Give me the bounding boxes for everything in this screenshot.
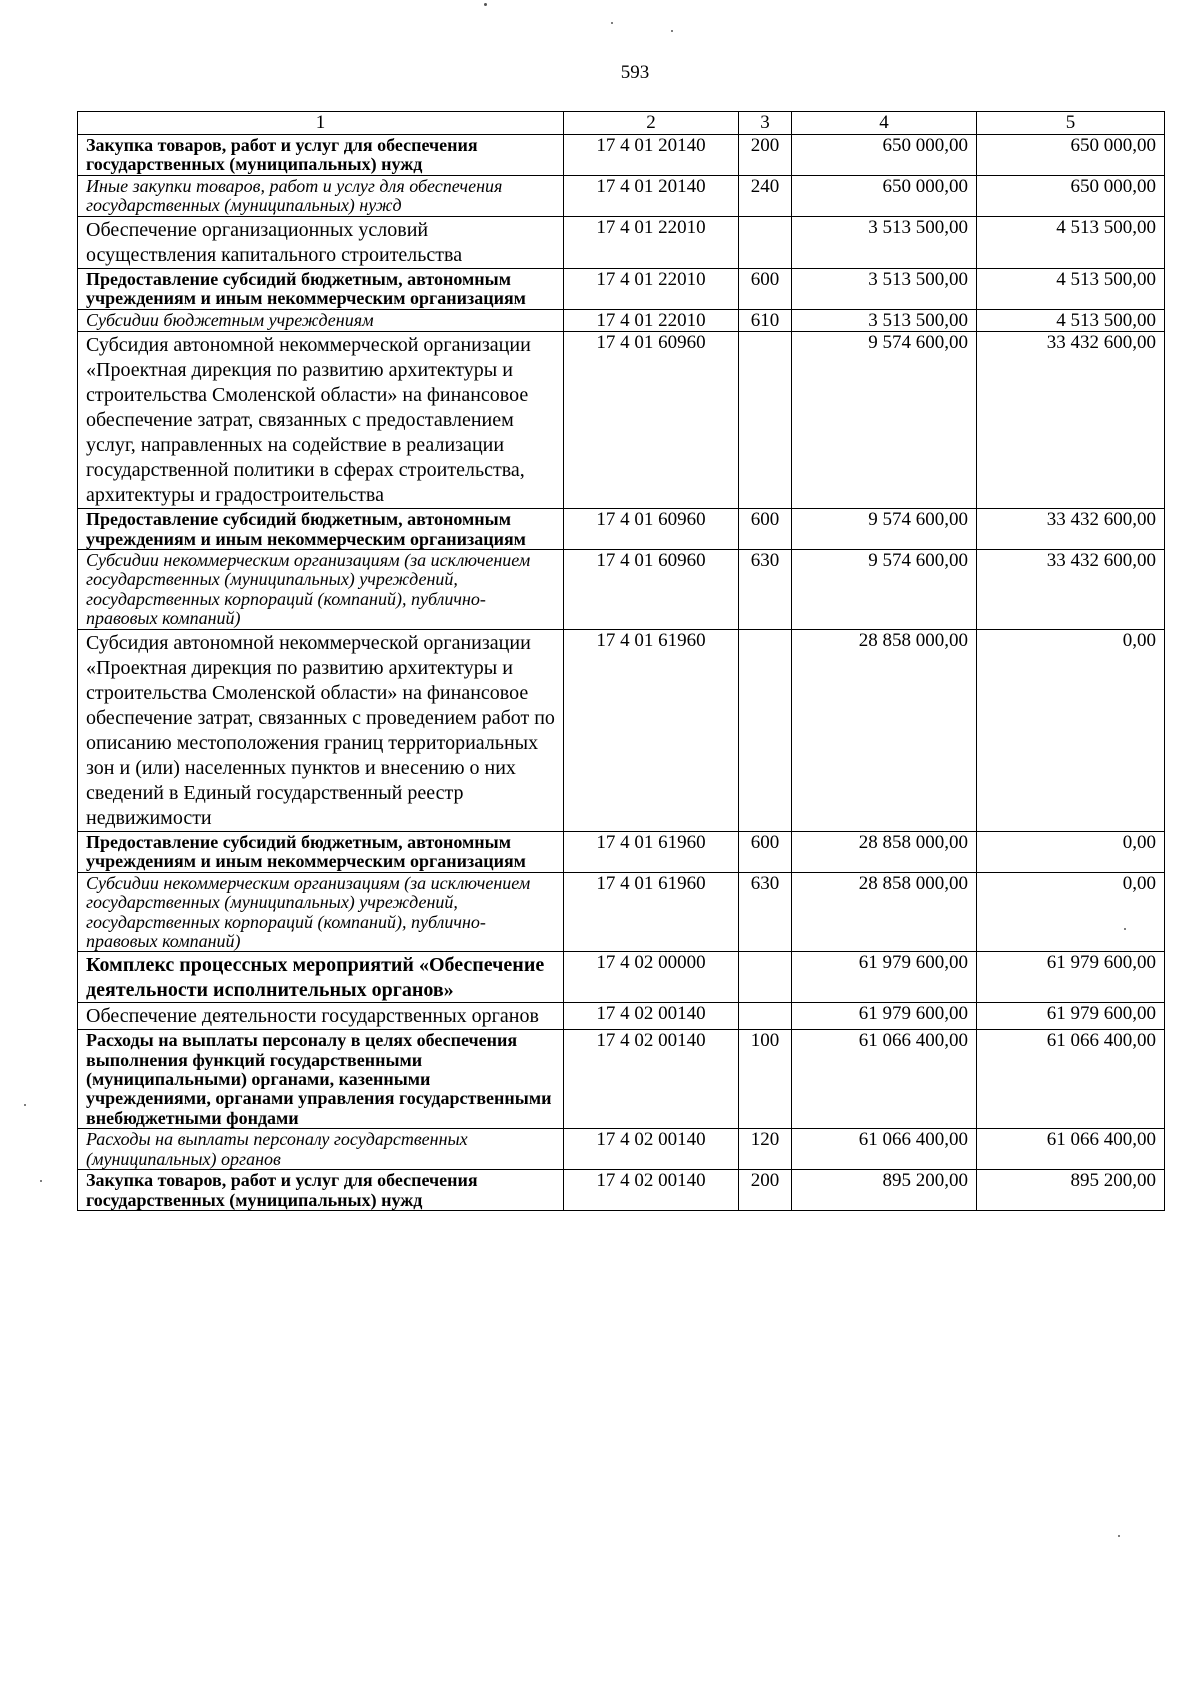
row-name: Субсидия автономной некоммерческой организации «Проектная дирекция по развитию архитектуры и строительства Смоленской области» на финансовое обеспечение затрат, связанных с предоставлением услуг, направленных на содействие в реализации государственной политики в сферах строительства, архитектуры и градостроительства bbox=[78, 332, 564, 509]
row-sum-col5: 33 432 600,00 bbox=[977, 332, 1165, 509]
header-cell: 5 bbox=[977, 112, 1165, 135]
row-sum-col5: 33 432 600,00 bbox=[977, 509, 1165, 550]
row-code: 17 4 01 22010 bbox=[564, 216, 739, 268]
row-name: Закупка товаров, работ и услуг для обеспечения государственных (муниципальных) нужд bbox=[78, 135, 564, 176]
row-name: Расходы на выплаты персоналу государственных (муниципальных) органов bbox=[78, 1129, 564, 1170]
row-expense-type: 240 bbox=[739, 175, 792, 216]
row-sum-col5: 4 513 500,00 bbox=[977, 268, 1165, 309]
row-expense-type: 630 bbox=[739, 550, 792, 630]
row-name: Субсидия автономной некоммерческой организации «Проектная дирекция по развитию архитектуры и строительства Смоленской области» на финансовое обеспечение затрат, связанных с проведением работ по описанию местоположения границ территориальных зон и (или) населенных пунктов и внесению о них сведений в Единый государственный реестр недвижимости bbox=[78, 629, 564, 831]
row-name: Субсидии некоммерческим организациям (за исключением государственных (муниципальных) учреждений, государственных корпораций (компаний), публично-правовых компаний) bbox=[78, 550, 564, 630]
row-name: Предоставление субсидий бюджетным, автономным учреждениям и иным некоммерческим организациям bbox=[78, 831, 564, 872]
row-sum-col4: 3 513 500,00 bbox=[792, 309, 977, 332]
row-expense-type: 630 bbox=[739, 872, 792, 952]
row-sum-col4: 650 000,00 bbox=[792, 135, 977, 176]
row-sum-col4: 61 066 400,00 bbox=[792, 1129, 977, 1170]
row-expense-type bbox=[739, 952, 792, 1003]
table-row bbox=[78, 1170, 1165, 1211]
header-cell: 1 bbox=[78, 112, 564, 135]
row-name: Субсидии бюджетным учреждениям bbox=[78, 309, 564, 332]
table-row bbox=[78, 175, 1165, 216]
table-row bbox=[78, 831, 1165, 872]
row-sum-col5: 4 513 500,00 bbox=[977, 216, 1165, 268]
row-code: 17 4 01 60960 bbox=[564, 550, 739, 630]
row-name: Закупка товаров, работ и услуг для обеспечения государственных (муниципальных) нужд bbox=[78, 1170, 564, 1211]
row-sum-col5: 61 979 600,00 bbox=[977, 1003, 1165, 1030]
row-sum-col4: 61 066 400,00 bbox=[792, 1030, 977, 1129]
row-name: Предоставление субсидий бюджетным, автономным учреждениям и иным некоммерческим организациям bbox=[78, 509, 564, 550]
row-sum-col4: 28 858 000,00 bbox=[792, 629, 977, 831]
row-name: Предоставление субсидий бюджетным, автономным учреждениям и иным некоммерческим организациям bbox=[78, 268, 564, 309]
row-expense-type: 610 bbox=[739, 309, 792, 332]
table-row bbox=[78, 952, 1165, 1003]
row-expense-type: 600 bbox=[739, 268, 792, 309]
table-row bbox=[78, 1003, 1165, 1030]
row-sum-col4: 3 513 500,00 bbox=[792, 268, 977, 309]
table-row bbox=[78, 332, 1165, 509]
page-number: 593 bbox=[620, 62, 650, 83]
row-code: 17 4 01 61960 bbox=[564, 629, 739, 831]
table-row bbox=[78, 509, 1165, 550]
row-sum-col5: 0,00 bbox=[977, 629, 1165, 831]
table-row bbox=[78, 872, 1165, 952]
row-sum-col5: 0,00 bbox=[977, 831, 1165, 872]
row-sum-col5: 650 000,00 bbox=[977, 135, 1165, 176]
table-row bbox=[78, 1030, 1165, 1129]
row-sum-col4: 9 574 600,00 bbox=[792, 332, 977, 509]
row-expense-type bbox=[739, 332, 792, 509]
row-code: 17 4 02 00140 bbox=[564, 1003, 739, 1030]
budget-table bbox=[77, 111, 1165, 1211]
row-code: 17 4 01 60960 bbox=[564, 332, 739, 509]
row-sum-col5: 4 513 500,00 bbox=[977, 309, 1165, 332]
row-code: 17 4 01 22010 bbox=[564, 309, 739, 332]
table-header-row bbox=[78, 112, 1165, 135]
table-row bbox=[78, 216, 1165, 268]
row-name: Обеспечение деятельности государственных органов bbox=[78, 1003, 564, 1030]
row-expense-type: 600 bbox=[739, 509, 792, 550]
row-sum-col4: 28 858 000,00 bbox=[792, 872, 977, 952]
row-sum-col5: 33 432 600,00 bbox=[977, 550, 1165, 630]
table-row bbox=[78, 309, 1165, 332]
row-code: 17 4 01 61960 bbox=[564, 831, 739, 872]
row-expense-type bbox=[739, 1003, 792, 1030]
row-sum-col4: 9 574 600,00 bbox=[792, 509, 977, 550]
row-sum-col4: 3 513 500,00 bbox=[792, 216, 977, 268]
row-sum-col4: 61 979 600,00 bbox=[792, 1003, 977, 1030]
table-row bbox=[78, 629, 1165, 831]
row-sum-col5: 0,00 bbox=[977, 872, 1165, 952]
row-sum-col4: 28 858 000,00 bbox=[792, 831, 977, 872]
row-sum-col5: 61 979 600,00 bbox=[977, 952, 1165, 1003]
row-sum-col5: 61 066 400,00 bbox=[977, 1129, 1165, 1170]
row-sum-col5: 650 000,00 bbox=[977, 175, 1165, 216]
table-row bbox=[78, 550, 1165, 630]
row-code: 17 4 01 61960 bbox=[564, 872, 739, 952]
table-row bbox=[78, 268, 1165, 309]
row-sum-col4: 61 979 600,00 bbox=[792, 952, 977, 1003]
row-code: 17 4 01 20140 bbox=[564, 135, 739, 176]
row-code: 17 4 01 22010 bbox=[564, 268, 739, 309]
row-name: Обеспечение организационных условий осуществления капитального строительства bbox=[78, 216, 564, 268]
row-name: Расходы на выплаты персоналу в целях обеспечения выполнения функций государственными (муниципальными) органами, казенными учреждениями, органами управления государственными внебюджетными фондами bbox=[78, 1030, 564, 1129]
row-code: 17 4 02 00140 bbox=[564, 1170, 739, 1211]
row-expense-type: 100 bbox=[739, 1030, 792, 1129]
row-sum-col4: 9 574 600,00 bbox=[792, 550, 977, 630]
row-code: 17 4 02 00140 bbox=[564, 1030, 739, 1129]
row-sum-col5: 895 200,00 bbox=[977, 1170, 1165, 1211]
table-row bbox=[78, 1129, 1165, 1170]
row-expense-type: 200 bbox=[739, 1170, 792, 1211]
row-sum-col5: 61 066 400,00 bbox=[977, 1030, 1165, 1129]
row-name: Иные закупки товаров, работ и услуг для обеспечения государственных (муниципальных) нужд bbox=[78, 175, 564, 216]
header-cell: 4 bbox=[792, 112, 977, 135]
row-expense-type: 120 bbox=[739, 1129, 792, 1170]
row-name: Комплекс процессных мероприятий «Обеспечение деятельности исполнительных органов» bbox=[78, 952, 564, 1003]
row-name: Субсидии некоммерческим организациям (за исключением государственных (муниципальных) учреждений, государственных корпораций (компаний), публично-правовых компаний) bbox=[78, 872, 564, 952]
row-code: 17 4 02 00140 bbox=[564, 1129, 739, 1170]
row-code: 17 4 01 60960 bbox=[564, 509, 739, 550]
table-row bbox=[78, 135, 1165, 176]
row-expense-type bbox=[739, 216, 792, 268]
row-expense-type bbox=[739, 629, 792, 831]
row-expense-type: 200 bbox=[739, 135, 792, 176]
row-expense-type: 600 bbox=[739, 831, 792, 872]
header-cell: 3 bbox=[739, 112, 792, 135]
row-code: 17 4 02 00000 bbox=[564, 952, 739, 1003]
row-sum-col4: 895 200,00 bbox=[792, 1170, 977, 1211]
header-cell: 2 bbox=[564, 112, 739, 135]
row-code: 17 4 01 20140 bbox=[564, 175, 739, 216]
row-sum-col4: 650 000,00 bbox=[792, 175, 977, 216]
